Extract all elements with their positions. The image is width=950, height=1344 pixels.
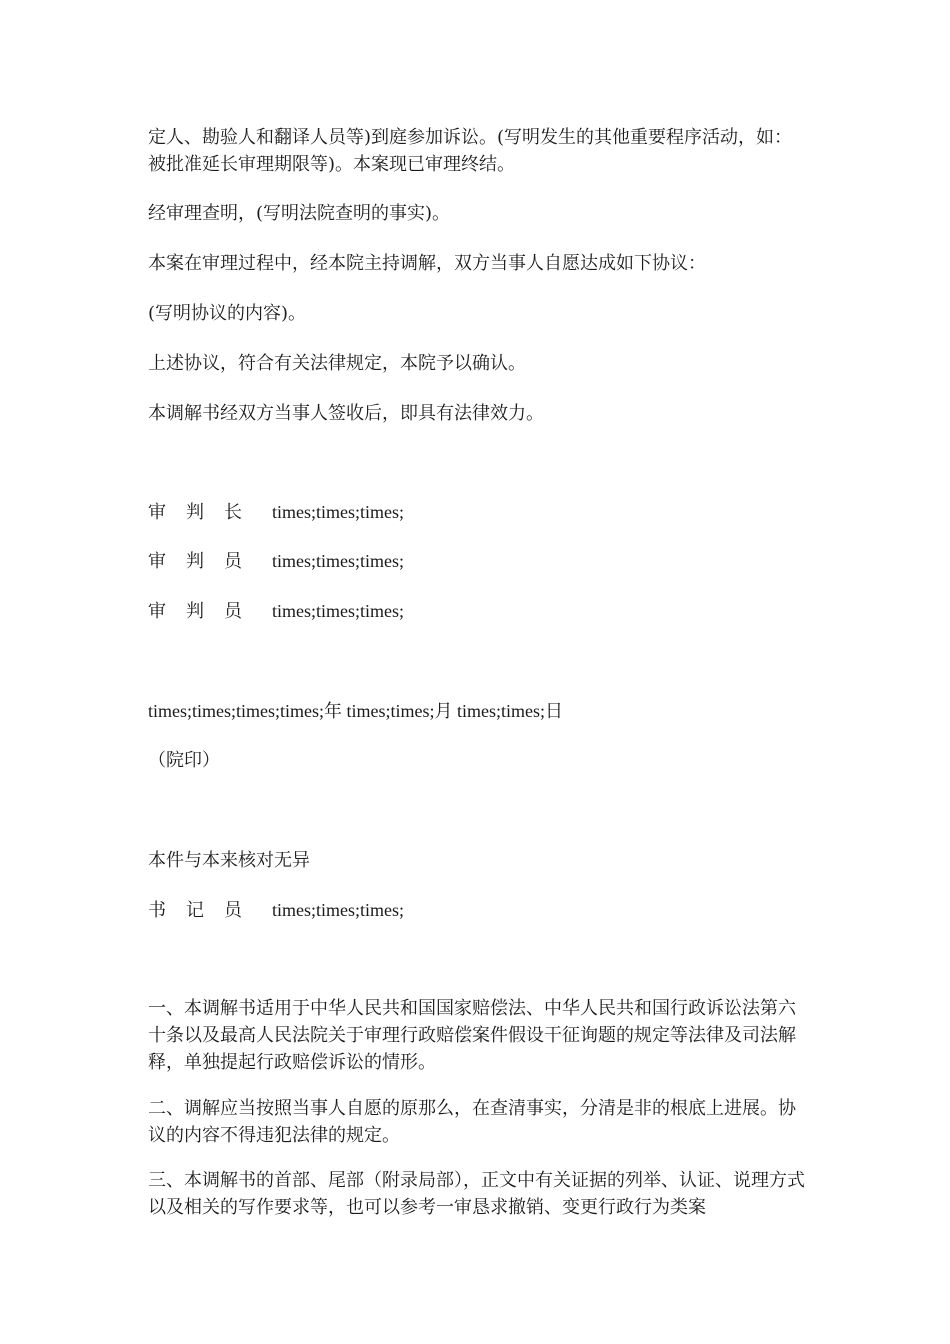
signature-name: times;times;times;	[272, 551, 404, 571]
paragraph-mediation: 本案在审理过程中，经本院主持调解，双方当事人自愿达成如下协议：	[148, 253, 706, 274]
signature-judge-2: 审 判 员 times;times;times;	[148, 598, 404, 625]
paragraph-facts: 经审理查明，(写明法院查明的事实)。	[148, 203, 451, 224]
note-2: 二、调解应当按照当事人自愿的原那么，在查清事实，分清是非的根底上进展。协议的内容不得违犯法律的规定。	[148, 1098, 796, 1146]
signature-name: times;times;times;	[272, 601, 404, 621]
paragraph-confirmation: 上述协议，符合有关法律规定，本院予以确认。	[148, 353, 526, 374]
note-1: 一、本调解书适用于中华人民共和国国家赔偿法、中华人民共和国行政诉讼法第六十条以及最高人民法院关于审理行政赔偿案件假设干征询题的规定等法律及司法解释，单独提起行政赔偿诉讼的情形。	[148, 998, 796, 1073]
verification-note: 本件与本来核对无异	[148, 850, 310, 871]
signature-judge-1: 审 判 员 times;times;times;	[148, 548, 404, 575]
paragraph-effect: 本调解书经双方当事人签收后，即具有法律效力。	[148, 403, 544, 424]
signature-clerk: 书 记 员 times;times;times;	[148, 897, 404, 924]
signature-presiding-judge: 审 判 长 times;times;times;	[148, 499, 404, 526]
date-line: times;times;times;times;年 times;times;月 times;times;日	[148, 701, 563, 721]
paragraph-procedure: 定人、勘验人和翻译人员等)到庭参加诉讼。(写明发生的其他重要程序活动，如：被批准延长审理期限等)。本案现已审理终结。	[148, 127, 793, 175]
signature-name: times;times;times;	[272, 502, 404, 522]
note-3: 三、本调解书的首部、尾部（附录局部），正文中有关证据的列举、认证、说理方式以及相关的写作要求等，也可以参考一审恳求撤销、变更行政行为类案	[148, 1170, 805, 1218]
signature-name: times;times;times;	[272, 900, 404, 920]
court-seal: （院印）	[148, 750, 220, 771]
paragraph-agreement-content: (写明协议的内容)。	[148, 303, 307, 324]
